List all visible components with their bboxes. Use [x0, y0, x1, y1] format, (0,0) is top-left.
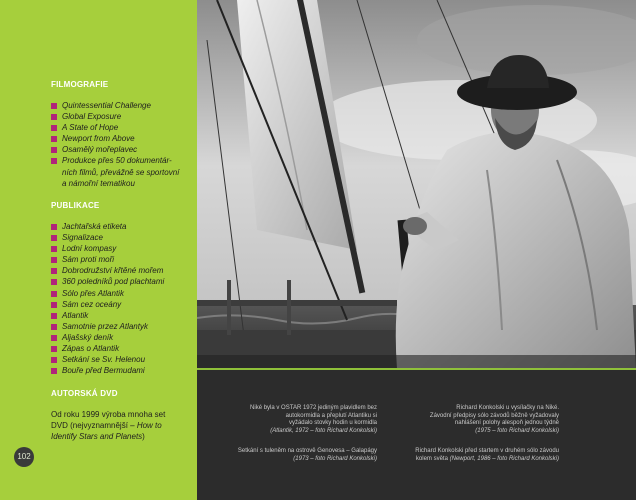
- publikace-heading: PUBLIKACE: [51, 201, 100, 210]
- list-item: Osamělý mořeplavec: [51, 144, 179, 155]
- bullet-square-icon: [51, 291, 57, 297]
- list-item: Bouře před Bermudami: [51, 365, 164, 376]
- list-item: Produkce přes 50 dokumentár-: [51, 155, 179, 166]
- sidebar: [0, 0, 197, 500]
- bullet-square-icon: [51, 324, 57, 330]
- filmografie-heading: FILMOGRAFIE: [51, 80, 109, 89]
- bullet-square-icon: [51, 268, 57, 274]
- list-item: Atlantik: [51, 310, 164, 321]
- list-item: Dobrodružství křtěné mořem: [51, 265, 164, 276]
- list-item: Setkání se Sv. Helenou: [51, 354, 164, 365]
- dvd-paragraph: Od roku 1999 výroba mnoha set DVD (nejvyznamnější – How to Identify Stars and Planets): [51, 410, 166, 441]
- bullet-square-icon: [51, 158, 57, 164]
- caption-left-top: Niké byla v OSTAR 1972 jediným plavidlem bez autokormidla a přeplutí Atlantiku si vyžádalo stovky hodin u kormidla (Atlantik, 1972 – foto Richard Konkolski): [250, 405, 377, 434]
- bullet-square-icon: [51, 313, 57, 319]
- caption-left-bottom: Setkání s tuleněm na ostrově Genovesa – Galapágy (1973 – foto Richard Konkolski): [237, 448, 377, 462]
- list-item: Aljašský deník: [51, 332, 164, 343]
- bullet-square-icon: [51, 136, 57, 142]
- list-item: Zápas o Atlantik: [51, 343, 164, 354]
- list-item: Sám cez oceány: [51, 299, 164, 310]
- bullet-square-icon: [51, 346, 57, 352]
- bullet-square-icon: [51, 257, 57, 263]
- bullet-square-icon: [51, 279, 57, 285]
- caption-right-bottom: Richard Konkolski před startem v druhém sólo závodu kolem světa (Newport, 1986 – foto Richard Konkolski): [415, 448, 559, 462]
- list-item: 360 poledníků pod plachtami: [51, 276, 164, 287]
- bullet-square-icon: [51, 357, 57, 363]
- dvd-heading: AUTORSKÁ DVD: [51, 389, 118, 398]
- list-item: Sólo přes Atlantik: [51, 288, 164, 299]
- filmografie-list: [51, 100, 179, 189]
- bullet-square-icon: [51, 335, 57, 341]
- page-number: 102: [14, 447, 34, 467]
- bullet-square-icon: [51, 103, 57, 109]
- list-item: Sám proti moři: [51, 254, 164, 265]
- list-item: Newport from Above: [51, 133, 179, 144]
- bullet-square-icon: [51, 246, 57, 252]
- bullet-square-icon: [51, 235, 57, 241]
- list-item: Global Exposure: [51, 111, 179, 122]
- bullet-square-icon: [51, 114, 57, 120]
- list-item: Signalizace: [51, 232, 164, 243]
- bullet-square-icon: [51, 368, 57, 374]
- list-item: Quintessential Challenge: [51, 100, 179, 111]
- list-item-continuation: ních filmů, převážně se sportovní: [62, 167, 180, 177]
- list-item-continuation: a námořní tematikou: [62, 178, 135, 188]
- bullet-square-icon: [51, 224, 57, 230]
- sailor-photo-illustration: [197, 0, 636, 369]
- bullet-square-icon: [51, 302, 57, 308]
- caption-right-top: Richard Konkolski u vysílačky na Niké. Závodní předpisy sólo závodů běžně vyžadovaly nahlášení polohy alespoň jednou týdně (1975 – foto Richard Konkolski): [429, 405, 559, 434]
- bullet-square-icon: [51, 125, 57, 131]
- bullet-square-icon: [51, 147, 57, 153]
- list-item: Lodní kompasy: [51, 243, 164, 254]
- list-item: A State of Hope: [51, 122, 179, 133]
- list-item: Jachtařská etiketa: [51, 221, 164, 232]
- publikace-list: [51, 221, 164, 376]
- sailor-photo: [197, 0, 636, 369]
- list-item: Samotnie przez Atlantyk: [51, 321, 164, 332]
